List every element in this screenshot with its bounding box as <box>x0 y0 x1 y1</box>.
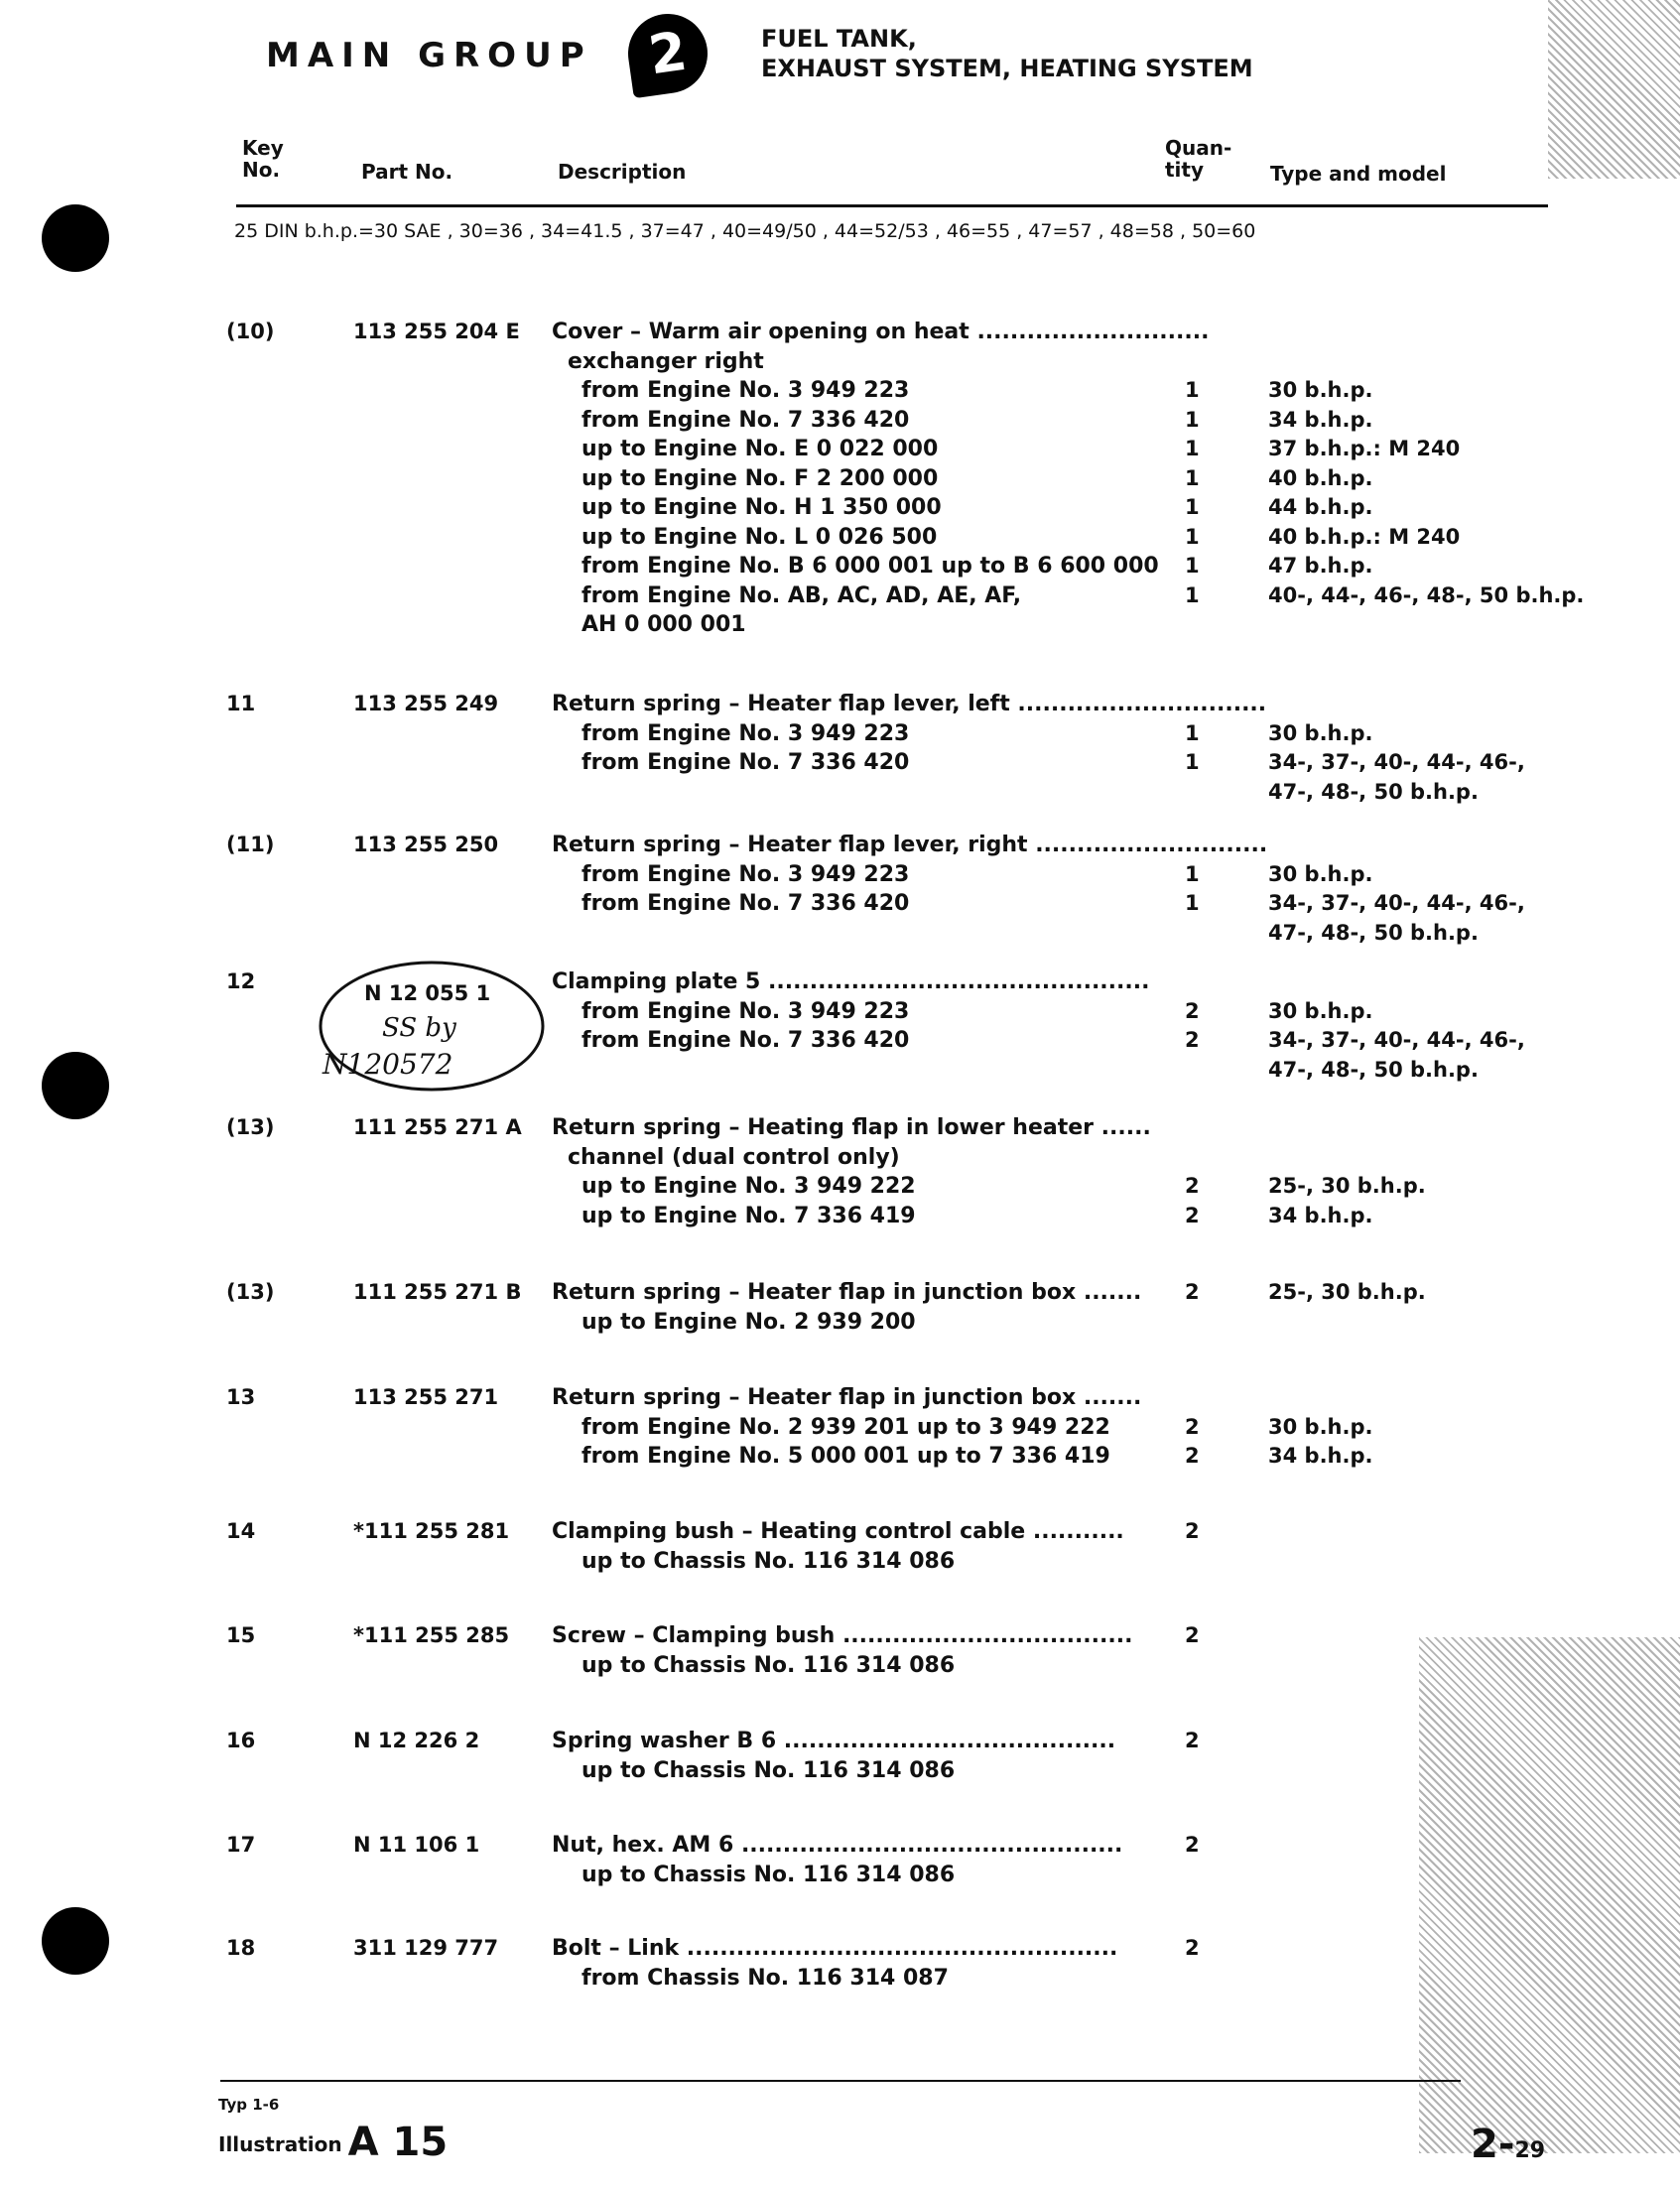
type-model: 47-, 48-, 50 b.h.p. <box>1268 1058 1479 1082</box>
key-number: 13 <box>226 1385 256 1409</box>
part-description: Return spring – Heater flap lever, right ............................ <box>552 833 1268 857</box>
description-line: from Engine No. 3 949 223 <box>582 862 910 887</box>
description-line: up to Engine No. E 0 022 000 <box>582 437 939 461</box>
quantity: 1 <box>1185 862 1200 886</box>
description-line: from Engine No. AB, AC, AD, AE, AF, <box>582 583 1022 608</box>
scan-noise <box>1419 1637 1680 2153</box>
description-line: from Engine No. 7 336 420 <box>582 1028 910 1053</box>
col-header-description: Description <box>558 160 687 184</box>
type-model: 34-, 37-, 40-, 44-, 46-, <box>1268 891 1525 915</box>
part-number: *111 255 281 <box>353 1519 510 1543</box>
handwritten-annotation <box>313 955 551 1103</box>
annotation-new-part: N120572 <box>323 1048 453 1081</box>
description-line: from Engine No. 5 000 001 up to 7 336 419 <box>582 1444 1110 1469</box>
description-line: up to Engine No. L 0 026 500 <box>582 525 938 550</box>
description-line: exchanger right <box>568 349 764 374</box>
part-number: N 12 226 2 <box>353 1729 480 1752</box>
description-line: from Engine No. 2 939 201 up to 3 949 222 <box>582 1415 1110 1440</box>
part-number: 111 255 271 A <box>353 1115 522 1139</box>
type-model: 34-, 37-, 40-, 44-, 46-, <box>1268 1028 1525 1052</box>
page-number-main: 2- <box>1471 2122 1515 2167</box>
description-line: from Chassis No. 116 314 087 <box>582 1966 949 1991</box>
type-model: 40 b.h.p.: M 240 <box>1268 525 1461 549</box>
page-number-sub: 29 <box>1514 2138 1546 2163</box>
quantity: 1 <box>1185 721 1200 745</box>
key-number: 12 <box>226 969 256 993</box>
description-line: AH 0 000 001 <box>582 612 746 637</box>
type-model: 25-, 30 b.h.p. <box>1268 1280 1426 1304</box>
part-number: 311 129 777 <box>353 1936 499 1960</box>
binder-hole <box>42 1052 109 1119</box>
quantity: 2 <box>1185 1833 1200 1857</box>
group-number-badge: 2 <box>623 9 712 98</box>
type-model: 30 b.h.p. <box>1268 378 1373 402</box>
part-description: Return spring – Heating flap in lower heater ...... <box>552 1115 1151 1140</box>
part-number: 113 255 250 <box>353 833 499 856</box>
description-line: up to Engine No. 7 336 419 <box>582 1204 916 1228</box>
description-line: from Engine No. 3 949 223 <box>582 378 910 403</box>
description-line: channel (dual control only) <box>568 1145 900 1170</box>
col-header-quantity-line1: Quan- <box>1165 136 1232 160</box>
type-model: 30 b.h.p. <box>1268 1415 1373 1439</box>
part-description: Screw – Clamping bush ................................... <box>552 1623 1133 1648</box>
quantity: 2 <box>1185 1444 1200 1468</box>
quantity: 2 <box>1185 999 1200 1023</box>
quantity: 2 <box>1185 1028 1200 1052</box>
illustration-code: A 15 <box>347 2120 449 2165</box>
quantity: 2 <box>1185 1280 1200 1304</box>
col-header-quantity-line2: tity <box>1165 158 1205 182</box>
quantity: 2 <box>1185 1204 1200 1227</box>
key-number: (13) <box>226 1280 275 1304</box>
key-number: 17 <box>226 1833 256 1857</box>
type-model: 40 b.h.p. <box>1268 466 1373 490</box>
section-title-line1: FUEL TANK, <box>761 25 917 53</box>
type-model: 34 b.h.p. <box>1268 1444 1373 1468</box>
section-title <box>761 24 1253 83</box>
quantity: 1 <box>1185 495 1200 519</box>
annotation-part-no: N 12 055 1 <box>364 981 491 1005</box>
quantity: 1 <box>1185 525 1200 549</box>
description-line: up to Engine No. F 2 200 000 <box>582 466 939 491</box>
part-number: 113 255 271 <box>353 1385 499 1409</box>
col-header-quantity <box>1165 137 1231 181</box>
scan-noise <box>1548 0 1680 179</box>
description-line: up to Chassis No. 116 314 086 <box>582 1549 956 1574</box>
quantity: 1 <box>1185 378 1200 402</box>
type-model: 40-, 44-, 46-, 48-, 50 b.h.p. <box>1268 583 1585 607</box>
description-line: from Engine No. 7 336 420 <box>582 750 910 775</box>
type-model: 34-, 37-, 40-, 44-, 46-, <box>1268 750 1525 774</box>
section-title-line2: EXHAUST SYSTEM, HEATING SYSTEM <box>761 55 1253 82</box>
type-model: 30 b.h.p. <box>1268 999 1373 1023</box>
type-model: 47-, 48-, 50 b.h.p. <box>1268 780 1479 804</box>
quantity: 1 <box>1185 554 1200 578</box>
key-number: 15 <box>226 1623 256 1647</box>
quantity: 1 <box>1185 891 1200 915</box>
quantity: 1 <box>1185 750 1200 774</box>
quantity: 2 <box>1185 1519 1200 1543</box>
description-line: from Engine No. 3 949 223 <box>582 999 910 1024</box>
part-number: 113 255 249 <box>353 692 499 715</box>
quantity: 1 <box>1185 466 1200 490</box>
description-line: up to Chassis No. 116 314 086 <box>582 1653 956 1678</box>
description-line: up to Chassis No. 116 314 086 <box>582 1758 956 1783</box>
type-model: 47-, 48-, 50 b.h.p. <box>1268 921 1479 945</box>
part-number: 113 255 204 E <box>353 320 520 343</box>
part-description: Return spring – Heater flap lever, left .............................. <box>552 692 1267 716</box>
type-model: 30 b.h.p. <box>1268 721 1373 745</box>
description-line: up to Engine No. 3 949 222 <box>582 1174 916 1199</box>
quantity: 2 <box>1185 1623 1200 1647</box>
key-number: (10) <box>226 320 275 343</box>
quantity: 1 <box>1185 437 1200 460</box>
quantity: 2 <box>1185 1415 1200 1439</box>
part-number: *111 255 285 <box>353 1623 510 1647</box>
description-line: up to Engine No. 2 939 200 <box>582 1310 916 1335</box>
type-model: 34 b.h.p. <box>1268 408 1373 432</box>
key-number: 16 <box>226 1729 256 1752</box>
hp-legend: 25 DIN b.h.p.=30 SAE , 30=36 , 34=41.5 , 37=47 , 40=49/50 , 44=52/53 , 46=55 , 47=57 , 48=58 , 50=60 <box>234 220 1256 242</box>
type-model: 44 b.h.p. <box>1268 495 1373 519</box>
part-description: Return spring – Heater flap in junction box ....... <box>552 1385 1142 1410</box>
key-number: 11 <box>226 692 256 715</box>
part-number: 111 255 271 B <box>353 1280 522 1304</box>
key-number: (11) <box>226 833 275 856</box>
page-number <box>1471 2122 1545 2167</box>
col-header-key-no <box>242 137 284 181</box>
quantity: 2 <box>1185 1936 1200 1960</box>
footer-illustration <box>218 2120 448 2165</box>
description-line: from Engine No. 3 949 223 <box>582 721 910 746</box>
part-description: Clamping plate 5 .............................................. <box>552 969 1150 994</box>
key-number: (13) <box>226 1115 275 1139</box>
description-line: up to Chassis No. 116 314 086 <box>582 1863 956 1887</box>
part-description: Return spring – Heater flap in junction box ....... <box>552 1280 1142 1305</box>
header-rule <box>236 204 1548 207</box>
footer-rule <box>220 2080 1461 2082</box>
description-line: from Engine No. B 6 000 001 up to B 6 600 000 <box>582 554 1159 579</box>
type-model: 37 b.h.p.: M 240 <box>1268 437 1461 460</box>
part-description: Nut, hex. AM 6 .............................................. <box>552 1833 1123 1858</box>
type-model: 34 b.h.p. <box>1268 1204 1373 1227</box>
binder-hole <box>42 1907 109 1975</box>
binder-hole <box>42 204 109 272</box>
col-header-type-model: Type and model <box>1270 162 1447 186</box>
part-description: Cover – Warm air opening on heat ............................ <box>552 320 1210 344</box>
part-number: N 11 106 1 <box>353 1833 480 1857</box>
col-header-key-line1: Key <box>242 136 284 160</box>
quantity: 1 <box>1185 408 1200 432</box>
part-description: Bolt – Link .................................................... <box>552 1936 1118 1961</box>
type-model: 25-, 30 b.h.p. <box>1268 1174 1426 1198</box>
quantity: 2 <box>1185 1174 1200 1198</box>
col-header-key-line2: No. <box>242 158 281 182</box>
annotation-ss-by: SS by <box>382 1013 456 1043</box>
key-number: 18 <box>226 1936 256 1960</box>
description-line: from Engine No. 7 336 420 <box>582 891 910 916</box>
type-model: 30 b.h.p. <box>1268 862 1373 886</box>
description-line: from Engine No. 7 336 420 <box>582 408 910 433</box>
type-model: 47 b.h.p. <box>1268 554 1373 578</box>
footer-type: Typ 1-6 <box>218 2096 280 2114</box>
illustration-label: Illustration <box>218 2132 342 2156</box>
key-number: 14 <box>226 1519 256 1543</box>
quantity: 2 <box>1185 1729 1200 1752</box>
description-line: up to Engine No. H 1 350 000 <box>582 495 942 520</box>
main-group-title: MAIN GROUP <box>266 36 592 75</box>
col-header-part-no: Part No. <box>361 160 453 184</box>
part-description: Spring washer B 6 ........................................ <box>552 1729 1116 1753</box>
part-description: Clamping bush – Heating control cable ........... <box>552 1519 1124 1544</box>
quantity: 1 <box>1185 583 1200 607</box>
